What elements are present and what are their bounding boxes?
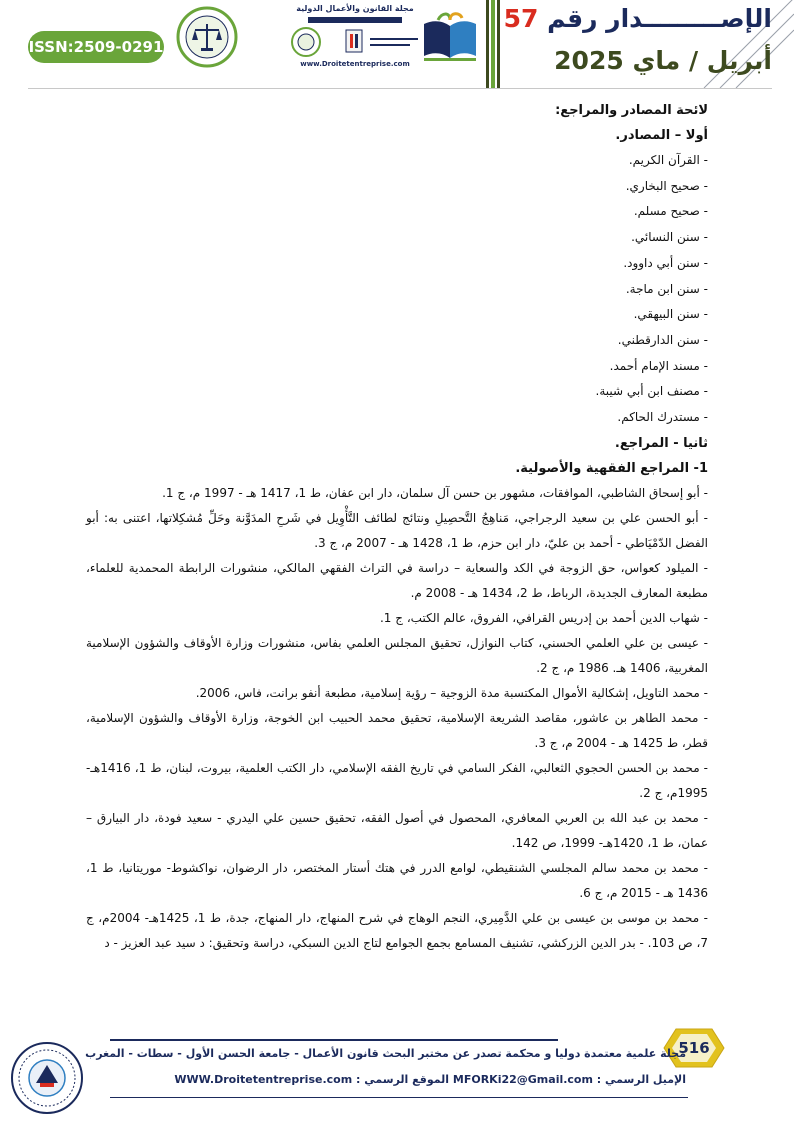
site-link[interactable]: WWW.Droitetentreprise.com	[174, 1073, 353, 1086]
journal-description: مجلة علمية معتمدة دوليا و محكمة تصدر عن مختبر البحث قانون الأعمال - جامعة الحسن الأول - سطات - المغرب	[85, 1047, 686, 1060]
section-heading-references: ثانيا - المراجع.	[614, 435, 708, 451]
source-item: - سنن النسائي.	[631, 230, 708, 245]
source-item: - مصنف ابن أبي شيبة.	[595, 384, 708, 399]
source-item: - مستدرك الحاكم.	[617, 410, 708, 425]
issue-label: الإصـــــــــدار رقم	[547, 4, 772, 33]
source-item: - صحيح مسلم.	[633, 204, 708, 219]
reference-item: - محمد بن عبد الله بن العربي المعافري، المحصول في أصول الفقه، تحقيق حسين علي اليدري - سعيد فودة، دار البيارق – عمان، ط 1، 1420هـ- 1999، ص 142.	[86, 810, 708, 850]
issue-date	[502, 44, 772, 78]
contact-line	[174, 1073, 686, 1086]
reference-item: - محمد الطاهر بن عاشور، مقاصد الشريعة الإسلامية، تحقيق محمد الحبيب ابن الخوجة، وزارة الأوقاف والشؤون الإسلامية، قطر، ط 1425 هـ - 2004 م، ج 3.	[86, 710, 708, 750]
page-number: 516	[678, 1039, 710, 1057]
issue-year: 2025	[554, 46, 624, 75]
site-label: الموقع الرسمي :	[356, 1073, 450, 1086]
source-item: - سنن أبي داوود.	[623, 255, 708, 270]
source-item: - سنن ابن ماجة.	[625, 281, 708, 296]
source-item: - سنن الدارقطني.	[617, 332, 708, 347]
journal-title: مجلة القانون والأعمال الدولية	[296, 4, 414, 13]
issn-badge: ISSN:2509-0291	[28, 31, 164, 63]
reference-item: - أبو إسحاق الشاطبي، الموافقات، مشهور بن حسن آل سلمان، دار ابن عفان، ط 1، 1417 هـ - 1997 م، ج 1.	[162, 485, 708, 500]
reference-item: - أبو الحسن علي بن سعيد الرجراجي، مَناهِجُ التَّحصِيلِ ونتائج لطائف التَّأْوِيل في شَرحِ المدَوَّنة وحَلِّ مُشكِلاتها، اعتنى به: أبو الفضل الدّمْيَاطي - أحمد بن عليّ، دار ابن حزم، ط 1، 1428 هـ - 2007 م، ج 3.	[86, 510, 708, 550]
issue-months: أبريل / ماي	[632, 46, 772, 75]
page-title: لائحة المصادر والمراجع:	[555, 103, 708, 118]
section-heading-sources: أولا – المصادر.	[615, 128, 708, 143]
footer-rule-bottom	[110, 1097, 688, 1098]
partner-logos-icon	[286, 16, 424, 58]
reference-item: - عيسى بن علي العلمي الحسني، كتاب النوازل، تحقيق المجلس العلمي بفاس، منشورات وزارة الأوقاف والشؤون الإسلامية المغربية، 1406 هـ. 1986 م، ج 2.	[86, 635, 708, 675]
email-link[interactable]: MFORKi22@Gmail.com	[452, 1073, 593, 1086]
page-header	[0, 0, 794, 90]
page-footer	[0, 1025, 794, 1123]
reference-item: - شهاب الدين أحمد بن إدريس القرافي، الفروق، عالم الكتب، ج 1.	[379, 610, 708, 625]
reference-item: - محمد بن الحسن الحجوي الثعالبي، الفكر السامي في تاريخ الفقه الإسلامي، دار الكتب العلمية، بيروت، لبنان، ط 1، 1416هـ- 1995م، ج 2.	[86, 760, 709, 800]
subsection-heading-fiqh: 1- المراجع الفقهية والأصولية.	[515, 460, 708, 476]
issue-number: 57	[503, 4, 539, 33]
lab-seal-logo-icon	[176, 6, 238, 68]
footer-rule-top	[110, 1039, 558, 1041]
reference-item: - الميلود كعواس، حق الزوجة في الكد والسعاية – دراسة في التراث الفقهي المالكي، منشورات الرابطة المحمدية للعلماء، مطبعة المعارف الجديدة، الرباط، ط 2، 1434 هـ - 2008 م.	[86, 560, 708, 600]
reference-item: - محمد بن محمد سالم المجلسي الشنقيطي، لوامع الدرر في هتك أستار المختصر، دار الرضوان، نواكشوط- موريتانيا، ط 1، 1436 هـ - 2015 م، ج 6.	[86, 860, 708, 900]
issue-info	[502, 4, 772, 84]
source-item: - صحيح البخاري.	[625, 178, 708, 193]
journal-logo	[286, 4, 424, 70]
source-item: - القرآن الكريم.	[628, 153, 708, 167]
reference-item: - محمد بن موسى بن عيسى بن علي الدَّمِيري، النجم الوهاج في شرح المنهاج، دار المنهاج، جدة، ط 1، 1425هـ- 2004م، ج 7، ص 103. - بدر الدين الزركشي، تشنيف المسامع بجمع الجوامع لتاج الدين السبكي، دراسة وتحقيق: د سيد عبد العزيز - د	[86, 910, 708, 950]
source-item: - مسند الإمام أحمد.	[609, 358, 708, 373]
source-item: - سنن البيهقي.	[633, 307, 708, 322]
journal-url: www.Droitetentreprise.com	[300, 60, 410, 68]
email-label: الإميل الرسمي :	[596, 1073, 686, 1086]
open-book-logo-icon	[420, 10, 480, 66]
university-seal-icon	[10, 1041, 84, 1115]
header-rule	[28, 88, 772, 89]
references-content	[86, 98, 708, 956]
header-divider-bars	[486, 0, 500, 88]
issue-title	[502, 4, 772, 34]
reference-item: - محمد التاويل، إشكالية الأموال المكتسبة مدة الزوجية – رؤية إسلامية، مطبعة أنفو برانت، فاس، 2006.	[195, 685, 708, 700]
